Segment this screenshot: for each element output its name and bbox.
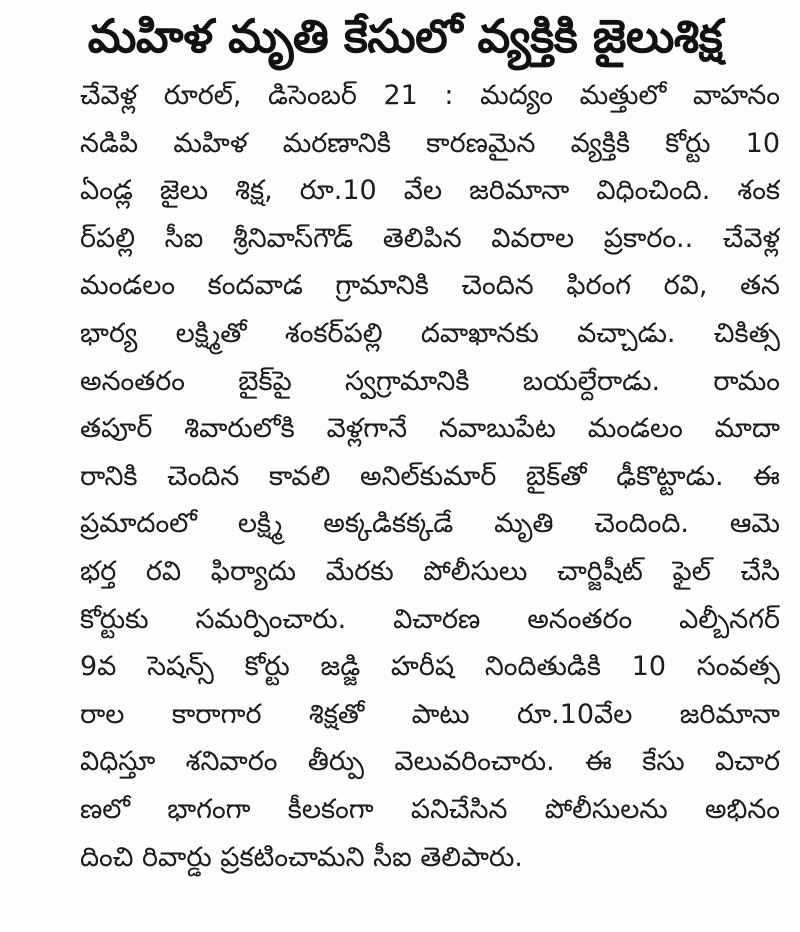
body-line: నడిపి మహిళ మరణానికి కారణమైన వ్యక్తికి కోర్టు 10 [80, 127, 780, 159]
body-line: దించి రివార్డు ప్రకటించామని సీఐ తెలిపారు. [80, 841, 523, 873]
body-line: చేవెళ్ల రూరల్, డిసెంబర్ 21 : మద్యం మత్తులో వాహనం [80, 80, 780, 111]
body-line: రానికి చెందిన కావలి అనిల్‌కుమార్ బైక్‌తో ఢీకొట్టాడు. ఈ [80, 460, 780, 492]
body-line: 9వ సెషన్స్ కోర్టు జడ్జి హరీష నిందితుడికి 10 సంవత్స [80, 651, 780, 683]
body-line: భర్త రవి ఫిర్యాదు మేరకు పోలీసులు చార్జిషీట్ ఫైల్ చేసి [80, 555, 780, 587]
body-line: విధిస్తూ శనివారం తీర్పు వెలువరించారు. ఈ కేసు విచార [80, 746, 780, 778]
article-body [80, 72, 780, 881]
body-line: తపూర్ శివారులోకి వెళ్లగానే నవాబుపేట మండలం మాదా [80, 413, 780, 445]
body-line: ప్రమాదంలో లక్ష్మి అక్కడికక్కడే మృతి చెందింది. ఆమె [80, 508, 780, 540]
body-line: ణలో భాగంగా కీలకంగా పనిచేసిన పోలీసులను అభినం [80, 793, 780, 825]
body-line: ఏండ్ల జైలు శిక్ష, రూ.10 వేల జరిమానా విధించింది. శంక [80, 175, 780, 207]
body-line: రాల కారాగార శిక్షతో పాటు రూ.10వేల జరిమానా [80, 698, 780, 730]
headline: మహిళ మృతి కేసులో వ్యక్తికి జైలుశిక్ష [87, 9, 723, 63]
body-line: కోర్టుకు సమర్పించారు. విచారణ అనంతరం ఎల్బీనగర్ [80, 603, 780, 635]
body-line: అనంతరం బైక్‌పై స్వగ్రామానికి బయల్దేరాడు. రామం [80, 365, 780, 397]
body-line: మండలం కందవాడ గ్రామానికి చెందిన ఫిరంగ రవి, తన [80, 270, 780, 302]
body-line: ర్‌పల్లి సీఐ శ్రీనివాస్‌గౌడ్ తెలిపిన వివరాల ప్రకారం.. చేవెళ్ల [80, 222, 780, 254]
body-line: భార్య లక్ష్మితో శంకర్‌పల్లి దవాఖానకు వచ్చాడు. చికిత్స [80, 317, 780, 349]
